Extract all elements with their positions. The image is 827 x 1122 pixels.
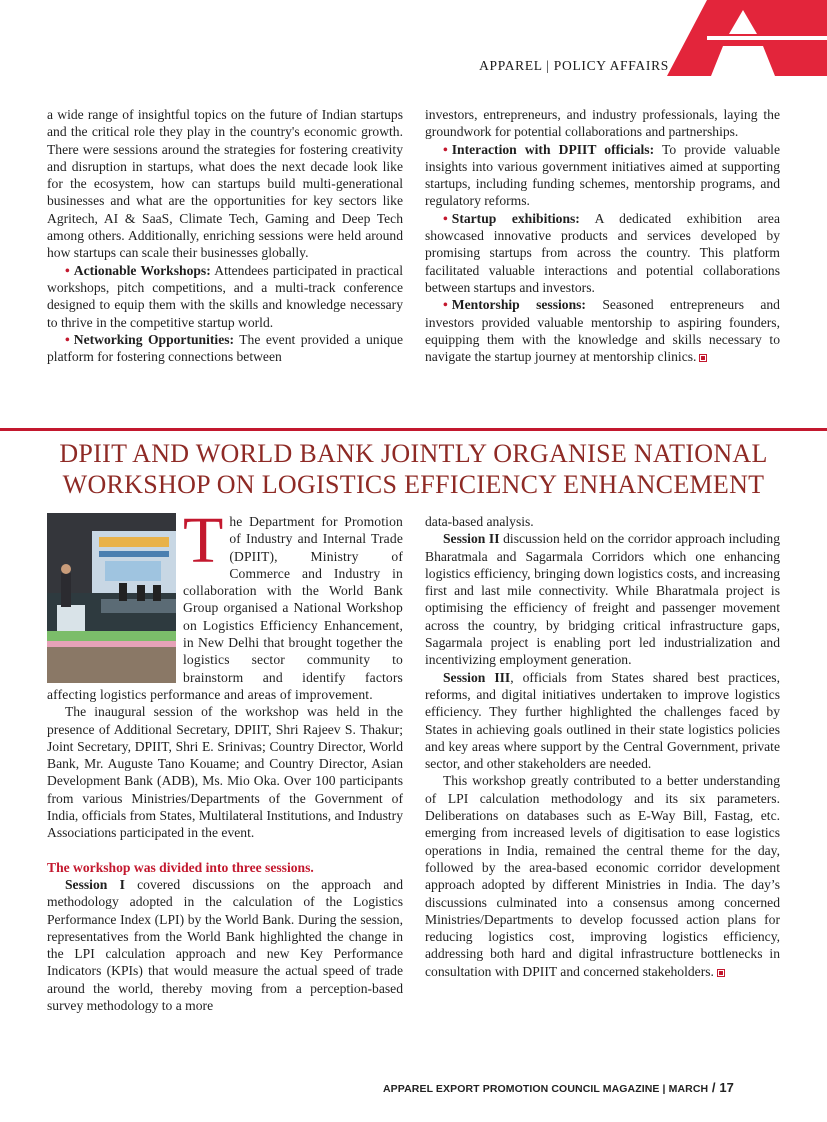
session-3-paragraph bbox=[425, 669, 780, 773]
top-left-column bbox=[47, 106, 403, 365]
session-2-text: discussion held on the corridor approach including Bharatmala and Sagarmala Corridors which one enhancing logistics efficiency, bringing down logistics costs, and increasing first and last mile connectivity. While Bharatmala project is optimising the efficiency of freight and passenger movement across the country, by bridging critical infrastructure gaps, Sagarmala project is enabling port led industrialization and incentivizing employment generation. bbox=[425, 531, 781, 668]
session-1-text: covered discussions on the approach and methodology adopted in the calculation of the Logistics Performance Index (LPI) by the World Bank. During the session, representatives from the World Bank highlighted the change in the LPI calculation approach and new Key Performance Indicators (KPIs) that would measure the actual speed of trade around the world, thereby moving from a perception-based survey methodology to a more bbox=[47, 876, 403, 1014]
bullet-startup-exhibitions bbox=[425, 210, 780, 296]
bullet-icon: • bbox=[443, 297, 448, 313]
bullet-dpiit-interaction bbox=[425, 141, 780, 210]
session-1-paragraph bbox=[47, 876, 403, 1014]
intro-text: he Department for Promotion of Industry and Internal Trade (DPIIT), Ministry of Commerce and Industry in collaboration with the World Bank Group organised a National Workshop on Logistics Efficiency Enhancement, in New Delhi that brought together the logistics sector community to brainstorm and identify factors affecting logistics performance and areas of improvement. bbox=[47, 514, 403, 702]
bullet-icon: • bbox=[65, 331, 70, 347]
magazine-name: APPAREL EXPORT PROMOTION COUNCIL MAGAZINE | MARCH bbox=[383, 1083, 709, 1095]
end-of-article-icon bbox=[699, 354, 707, 362]
article-headline bbox=[0, 438, 827, 500]
conclusion-paragraph bbox=[425, 772, 780, 980]
session-2-title: Session II bbox=[443, 531, 500, 547]
bullet-title: Networking Opportunities: bbox=[73, 331, 235, 347]
bullet-icon: • bbox=[443, 141, 448, 157]
intro-paragraph: a wide range of insightful topics on the future of Indian startups and the critical role they play in the country's economic growth. There were sessions around the strategies for fostering creativity and disruption in startups, what does the next decade look like for the ecosystem, how can startups build multi-generational businesses and what are the opportunities for key sectors like Agritech, AI & SaaS, Climate Tech, Gaming and Deep Tech among others. Additionally, enriching sessions were held around how startups can scale their businesses globally. bbox=[47, 107, 403, 261]
continued-paragraph: investors, entrepreneurs, and industry professionals, laying the groundwork for potential collaborations and partnerships. bbox=[425, 107, 780, 140]
session-3-title: Session III bbox=[443, 669, 511, 685]
headline-line-1: DPIIT AND WORLD BANK JOINTLY ORGANISE NATIONAL bbox=[59, 439, 768, 468]
bullet-mentorship bbox=[425, 296, 780, 365]
session-2-paragraph bbox=[425, 530, 780, 668]
top-right-column bbox=[425, 106, 780, 365]
drop-cap: T bbox=[183, 504, 224, 577]
bullet-networking bbox=[47, 331, 403, 366]
bullet-title: Mentorship sessions: bbox=[451, 297, 586, 313]
bullet-actionable-workshops bbox=[47, 262, 403, 331]
end-of-article-icon bbox=[717, 969, 725, 977]
bullet-icon: • bbox=[443, 210, 448, 226]
bullet-icon: • bbox=[65, 262, 70, 278]
sessions-subhead: The workshop was divided into three sessions. bbox=[47, 859, 314, 875]
bullet-text: The event provided a unique platform for fostering connections between bbox=[47, 331, 403, 365]
article-left-column bbox=[47, 504, 403, 1014]
article-right-column bbox=[425, 513, 780, 980]
bullet-text: A dedicated exhibition area showcased innovative products and services developed by promising startups from across the country. This platform facilitated valuable interactions and potential collaborations between startups and investors. bbox=[425, 210, 780, 295]
photo-spacer bbox=[47, 513, 183, 685]
section-label: APPAREL | POLICY AFFAIRS bbox=[479, 58, 669, 73]
headline-line-2: WORKSHOP ON LOGISTICS EFFICIENCY ENHANCEMENT bbox=[62, 470, 765, 499]
page-number: 17 bbox=[719, 1080, 734, 1095]
conclusion-text: This workshop greatly contributed to a better understanding of LPI calculation methodology and its six parameters. Deliberations on databases such as E-Way Bill, Fastag, etc. emerging from increased levels of digitisation to ease logistics operations in India, remained the central theme for the day, followed by the area-based economic corridor development approach adopted by different Ministries in India. The day’s discussions culminated into a consensus among concerned Ministries/Departments to develop focussed action plans for reducing logistics cost, improving logistics efficiency, addressing both hard and digital infrastructure bottlenecks in consultation with DPIIT and concerned stakeholders. bbox=[425, 773, 780, 979]
section-divider bbox=[0, 428, 827, 431]
page-footer bbox=[383, 1080, 734, 1095]
page-separator: / bbox=[708, 1080, 720, 1095]
inaugural-paragraph: The inaugural session of the workshop was held in the presence of Additional Secretary, DPIIT, Shri Rajeev S. Thakur; Joint Secretary, DPIIT, Shri E. Srinivas; Country Director, World Bank, Mr. Auguste Tano Kouame; and Country Director, Asian Development Bank (ADB), Ms. Mio Oka. Over 100 participants from various Ministries/Departments of the Government of India, officials from States, Multilateral Institutions, and Industry Associations participated in the event. bbox=[47, 704, 403, 841]
session-1-continued: data-based analysis. bbox=[425, 514, 534, 529]
bullet-text: Seasoned entrepreneurs and investors provided valuable mentorship to aspiring founders, equipping them with the knowledge and skills necessary to navigate the startup journey at mentorship clinics. bbox=[425, 297, 780, 365]
session-1-title: Session I bbox=[65, 876, 125, 892]
session-3-text: , officials from States shared best practices, reforms, and digital initiatives undertaken to improve logistics efficiency. They further highlighted the challenges faced by States in achieving goals outlined in their state logistics policies and key areas where support by the Central Government, private sector, and other stakeholders are needed. bbox=[425, 669, 780, 772]
bullet-text: Attendees participated in practical workshops, pitch competitions, and a multi-track conference designed to equip them with the skills and knowledge necessary to thrive in the competitive startup world. bbox=[47, 262, 403, 330]
bullet-title: Interaction with DPIIT officials: bbox=[451, 141, 655, 157]
bullet-title: Startup exhibitions: bbox=[451, 210, 580, 226]
bullet-title: Actionable Workshops: bbox=[73, 262, 211, 278]
bullet-text: To provide valuable insights into various government initiatives aimed at supporting startups, including funding schemes, mentorship programs, and regulatory reforms. bbox=[425, 141, 780, 209]
apparel-logo-icon bbox=[667, 0, 827, 76]
